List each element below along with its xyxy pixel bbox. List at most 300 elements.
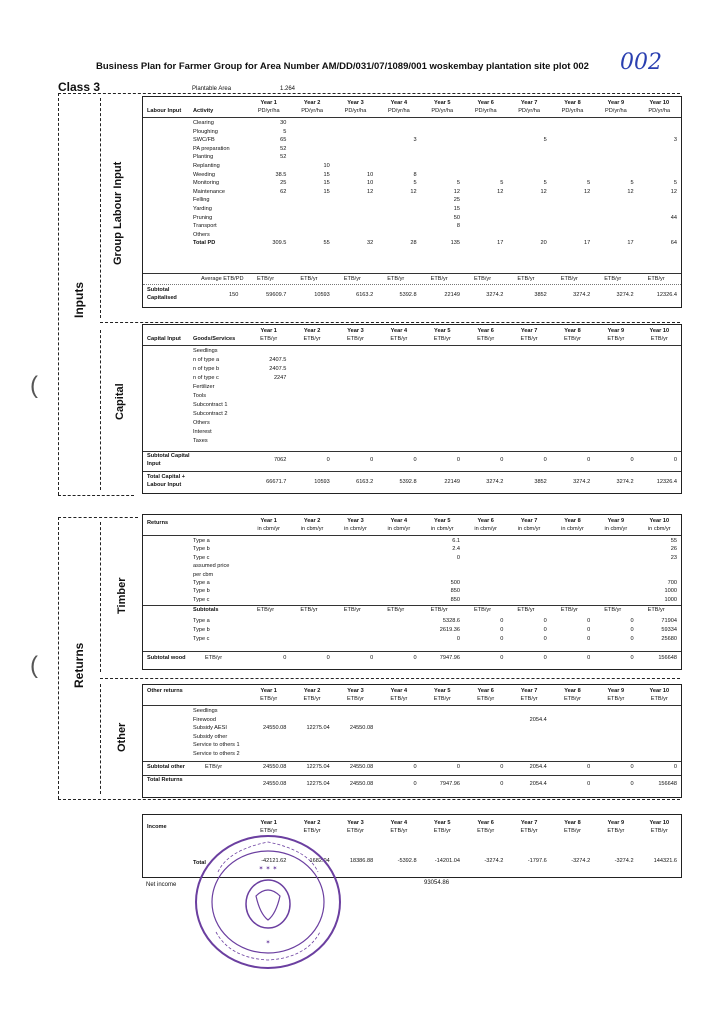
unit-header: ETB/yr — [433, 696, 451, 702]
income-total-value: 144321.6 — [653, 858, 677, 864]
goods-label: n of type c — [193, 375, 219, 381]
year-header: Year 2 — [303, 688, 321, 694]
timber-sub-value: 2619.36 — [439, 627, 460, 633]
year-header: Year 8 — [564, 688, 581, 694]
unit-label: ETB/yr — [560, 607, 578, 613]
capital-table — [142, 324, 682, 494]
capital-subtotal-value: 0 — [500, 457, 504, 463]
unit-header: PD/yr/ha — [388, 108, 410, 114]
timber-label: Type b — [193, 588, 210, 595]
unit-header: PD/yr/ha — [605, 108, 627, 114]
labour-input-header: Labour Input — [147, 108, 182, 114]
total-returns-value: 0 — [587, 781, 591, 787]
year-header: Year 3 — [347, 100, 364, 106]
timber-value: 850 — [450, 596, 460, 603]
timber-sub-label: Type b — [193, 627, 210, 633]
other-label: Service to others 1 — [193, 742, 240, 749]
subtotal-value: 3852 — [534, 292, 547, 298]
unit-header: in cbm/yr — [474, 526, 498, 532]
year-header: Year 1 — [260, 100, 277, 106]
timber-sub-value: 0 — [456, 636, 460, 642]
unit-header: ETB/yr — [607, 336, 625, 342]
timber-value: 500 — [450, 580, 460, 586]
capital-subtotal-value: 0 — [370, 457, 374, 463]
capital-subtotal-value: 0 — [630, 457, 634, 463]
labour-value: 12 — [366, 188, 374, 195]
goods-services-header: Goods/Services — [193, 336, 236, 342]
unit-label: ETB/yr — [205, 764, 223, 770]
activity-label: Clearing — [193, 120, 214, 126]
subtotal-value: 3274.2 — [486, 292, 504, 298]
unit-header: ETB/yr — [346, 828, 365, 834]
year-header: Year 6 — [477, 688, 494, 694]
labour-value: 28 — [410, 240, 417, 247]
unit-header: ETB/yr — [346, 336, 365, 342]
other-subtotal-value: 0 — [630, 764, 634, 770]
timber-value: 2.4 — [452, 546, 460, 553]
total-returns-value: 0 — [413, 781, 417, 787]
returns-frame-left — [58, 517, 59, 799]
income-total-value: 18386.88 — [349, 858, 374, 864]
unit-header: in cbm/yr — [561, 526, 584, 532]
wood-subtotal-value: 0 — [413, 655, 417, 661]
unit-label: ETB/yr — [474, 276, 492, 282]
activity-label: Ploughing — [193, 128, 218, 135]
activity-label: Maintenance — [193, 188, 226, 195]
table-rule — [143, 605, 681, 606]
unit-header: PD/yr/ha — [301, 108, 323, 114]
timber-sub-label: Type c — [193, 636, 210, 642]
subtotal-value: 6163.2 — [356, 292, 374, 298]
unit-label: ETB/yr — [517, 276, 535, 282]
unit-label: ETB/yr — [647, 276, 665, 282]
table-rule — [143, 345, 681, 346]
unit-header: ETB/yr — [607, 828, 625, 834]
unit-header: in cbm/yr — [300, 526, 324, 532]
income-total-label: Total — [193, 860, 206, 866]
labour-value: 5 — [500, 180, 504, 187]
svg-text:✶: ✶ — [265, 939, 271, 946]
other-value: 2054.4 — [529, 716, 547, 723]
labour-value: 5 — [543, 180, 547, 187]
labour-value: 12 — [410, 188, 417, 195]
subtotal-capitalised-label: Subtotal Capitalised — [147, 287, 177, 301]
table-rule — [143, 705, 681, 706]
punch-hole-mark: ( — [30, 652, 38, 679]
inputs-frame-top — [58, 93, 680, 94]
labour-value: 52 — [280, 145, 287, 152]
activity-label: Planting — [193, 154, 214, 161]
unit-header: in cbm/yr — [517, 526, 541, 532]
other-subtotal-value: 0 — [456, 764, 460, 770]
year-header: Year 6 — [477, 820, 494, 826]
unit-header: ETB/yr — [607, 696, 625, 702]
other-subtotal-value: 24550.08 — [349, 764, 374, 770]
timber-sub-value: 0 — [500, 627, 504, 633]
total-returns-value: 0 — [500, 781, 504, 787]
unit-header: ETB/yr — [520, 828, 538, 834]
inputs-divider — [100, 322, 680, 323]
year-header: Year 2 — [303, 100, 321, 106]
capital-subtotal-value: 0 — [673, 457, 677, 463]
labour-value: 20 — [540, 240, 547, 247]
capital-subtotal-value: 0 — [587, 457, 591, 463]
goods-label: n of type b — [193, 366, 220, 372]
labour-value: 5 — [413, 180, 417, 187]
table-rule — [143, 451, 681, 452]
activity-header: Activity — [193, 108, 214, 114]
average-etb-value: 150 — [229, 292, 239, 298]
inputs-label: Inputs — [72, 282, 86, 318]
net-income-value: 93054.86 — [424, 880, 450, 886]
goods-label: Others — [193, 420, 210, 426]
unit-label: ETB/yr — [257, 276, 275, 282]
income-total-value: -5392.8 — [397, 858, 417, 864]
unit-header: in cbm/yr — [344, 526, 367, 532]
subtotal-value: 10593 — [314, 292, 330, 298]
table-rule — [143, 535, 681, 536]
capital-total-value: 12326.4 — [656, 479, 677, 485]
capital-total-value: 3274.2 — [486, 479, 504, 485]
year-header: Year 4 — [390, 100, 408, 106]
punch-hole-mark: ( — [30, 372, 38, 399]
year-header: Year 4 — [390, 328, 408, 334]
year-header: Year 8 — [564, 820, 581, 826]
wood-subtotal-value: 7947.96 — [439, 655, 460, 661]
capital-subtotal-value: 0 — [413, 457, 417, 463]
labour-value: 62 — [280, 188, 287, 195]
unit-header: PD/yr/ha — [257, 108, 280, 114]
unit-header: in cbm/yr — [604, 526, 628, 532]
unit-header: ETB/yr — [260, 336, 278, 342]
total-returns-value: 24550.08 — [349, 781, 374, 787]
other-value: 24550.08 — [263, 725, 287, 732]
timber-sub-value: 0 — [587, 618, 591, 624]
activity-label: Yarding — [193, 206, 212, 212]
timber-table — [142, 514, 682, 670]
labour-value: 12 — [453, 188, 460, 195]
unit-header: ETB/yr — [563, 336, 582, 342]
goods-label: Interest — [193, 429, 212, 435]
class-label: Class 3 — [58, 80, 101, 94]
timber-label: per cbm — [193, 571, 214, 578]
income-total-value: -1797.6 — [527, 858, 547, 864]
labour-value: 5 — [283, 128, 287, 135]
income-total-value: -3274.2 — [571, 858, 591, 864]
timber-sub-value: 0 — [630, 636, 634, 642]
activity-label: Felling — [193, 197, 210, 204]
unit-header: ETB/yr — [260, 828, 278, 834]
plantable-area-value: 1.264 — [280, 86, 296, 92]
inputs-frame-bottom — [58, 495, 134, 496]
income-total-value: -42121.62 — [261, 858, 287, 864]
activity-label: Others — [193, 231, 210, 238]
other-subtotal-value: 0 — [413, 764, 417, 770]
capital-subtotal-value: 0 — [543, 457, 547, 463]
year-header: Year 4 — [390, 688, 408, 694]
year-header: Year 6 — [477, 328, 494, 334]
other-subtotal-value: 24550.08 — [263, 764, 287, 770]
capital-input-header: Capital Input — [147, 336, 181, 342]
returns-frame-top — [58, 517, 138, 518]
unit-label: ETB/yr — [517, 607, 535, 613]
labour-value: 15 — [323, 171, 330, 178]
table-rule — [143, 651, 681, 652]
year-header: Year 6 — [477, 518, 494, 524]
total-capital-label: Total Capital + Labour Input — [147, 474, 185, 488]
wood-subtotal-value: 0 — [587, 655, 591, 661]
subtotal-value: 3274.2 — [616, 292, 634, 298]
plantable-area-label: Plantable Area — [192, 86, 232, 92]
returns-header: Returns — [147, 520, 169, 526]
other-returns-table — [142, 684, 682, 798]
year-header: Year 7 — [520, 518, 538, 524]
subtotal-value: 5392.8 — [399, 292, 417, 298]
labour-value: 12 — [497, 188, 504, 195]
capital-total-value: 3274.2 — [616, 479, 634, 485]
activity-label: Monitoring — [193, 180, 220, 187]
labour-value: 10 — [323, 163, 330, 169]
goods-label: Subcontract 2 — [193, 411, 228, 417]
timber-value: 0 — [456, 554, 460, 561]
group-labour-input-label: Group Labour Input — [112, 161, 124, 265]
year-header: Year 4 — [390, 820, 408, 826]
timber-value: 850 — [450, 588, 460, 595]
subtotal-value: 22149 — [444, 292, 460, 298]
labour-value: 3 — [413, 137, 417, 144]
capital-total-value: 3274.2 — [573, 479, 591, 485]
other-label: Subsidy AESI — [193, 725, 227, 732]
unit-header: PD/yr/ha — [474, 108, 497, 114]
year-header: Year 10 — [649, 688, 670, 694]
subtotal-value: 59609.7 — [266, 292, 287, 298]
income-total-value: -3274.2 — [614, 858, 634, 864]
table-rule — [143, 761, 681, 762]
timber-sub-value: 0 — [587, 627, 591, 633]
average-etb-label: Average ETB/PD — [201, 276, 244, 282]
unit-header: in cbm/yr — [647, 526, 671, 532]
timber-value: 23 — [670, 554, 677, 561]
timber-value: 1000 — [664, 596, 677, 603]
unit-header: ETB/yr — [477, 336, 495, 342]
timber-label: Type c — [193, 596, 210, 603]
year-header: Year 1 — [260, 820, 277, 826]
other-frame-left — [100, 684, 101, 794]
income-total-value: 1682.04 — [309, 858, 330, 864]
unit-label: ETB/yr — [430, 276, 448, 282]
timber-sub-value: 5328.6 — [442, 618, 460, 624]
timber-label: Type a — [193, 538, 210, 544]
unit-label: ETB/yr — [257, 607, 275, 613]
labour-value: 5 — [673, 180, 677, 187]
unit-header: in cbm/yr — [430, 526, 454, 532]
year-header: Year 2 — [303, 820, 321, 826]
timber-label: Timber — [116, 577, 128, 614]
total-returns-value: 12275.04 — [306, 781, 330, 787]
other-subtotal-value: 0 — [587, 764, 591, 770]
unit-header: PD/yr/ha — [648, 108, 671, 114]
year-header: Year 7 — [520, 100, 538, 106]
year-header: Year 10 — [649, 328, 670, 334]
income-header: Income — [147, 824, 167, 830]
activity-label: Total PD — [193, 240, 216, 247]
labour-value: 15 — [453, 206, 460, 212]
labour-value: 309.5 — [272, 240, 287, 247]
unit-header: PD/yr/ha — [561, 108, 584, 114]
activity-label: Transport — [193, 223, 217, 230]
year-header: Year 3 — [347, 688, 364, 694]
timber-sub-value: 71904 — [661, 618, 677, 624]
year-header: Year 3 — [347, 820, 364, 826]
activity-label: Weeding — [193, 171, 215, 178]
table-rule — [143, 117, 681, 118]
timber-label: assumed price — [193, 563, 230, 570]
returns-label: Returns — [72, 642, 86, 688]
year-header: Year 9 — [607, 100, 625, 106]
year-header: Year 5 — [434, 328, 451, 334]
subtotal-value: 12326.4 — [656, 292, 677, 298]
goods-label: n of type a — [193, 357, 220, 363]
timber-label: Type b — [193, 546, 210, 553]
year-header: Year 1 — [260, 688, 277, 694]
unit-header: PD/yr/ha — [431, 108, 454, 114]
labour-value: 38.5 — [275, 171, 287, 178]
unit-label: ETB/yr — [474, 607, 492, 613]
unit-label: ETB/yr — [343, 607, 361, 613]
subtotal-wood-label: Subtotal wood — [147, 655, 186, 661]
capital-total-value: 10593 — [314, 479, 330, 485]
official-seal-stamp — [188, 822, 348, 972]
other-subtotal-value: 0 — [673, 764, 677, 770]
year-header: Year 2 — [303, 328, 321, 334]
other-subtotal-value: 0 — [500, 764, 504, 770]
unit-header: ETB/yr — [433, 336, 451, 342]
year-header: Year 5 — [434, 518, 451, 524]
goods-label: Subcontract 1 — [193, 402, 228, 408]
income-total-value: -3274.2 — [484, 858, 504, 864]
total-returns-value: 156648 — [658, 781, 677, 787]
unit-header: ETB/yr — [563, 828, 582, 834]
year-header: Year 7 — [520, 688, 538, 694]
unit-label: ETB/yr — [604, 607, 622, 613]
returns-frame-bottom — [58, 799, 680, 800]
year-header: Year 9 — [607, 688, 625, 694]
timber-sub-value: 59334 — [661, 627, 677, 633]
unit-label: ETB/yr — [387, 276, 405, 282]
wood-subtotal-value: 0 — [283, 655, 287, 661]
goods-label: Tools — [193, 393, 207, 399]
capital-value: 2247 — [273, 375, 287, 381]
unit-header: ETB/yr — [650, 696, 668, 702]
wood-subtotal-value: 156648 — [658, 655, 677, 661]
capital-subtotal-value: 0 — [456, 457, 460, 463]
capital-value: 2407.5 — [269, 366, 287, 372]
subtotals-label: Subtotals — [193, 607, 219, 613]
year-header: Year 8 — [564, 100, 581, 106]
labour-value: 8 — [413, 171, 417, 178]
net-income-label: Net income — [146, 882, 177, 888]
unit-header: ETB/yr — [346, 696, 365, 702]
year-header: Year 6 — [477, 100, 494, 106]
year-header: Year 8 — [564, 328, 581, 334]
activity-label: SWC/FB — [193, 137, 215, 144]
subtotal-value: 3274.2 — [573, 292, 591, 298]
income-total-value: -14201.04 — [434, 858, 460, 864]
labour-value: 5 — [543, 137, 547, 144]
unit-label: ETB/yr — [205, 655, 223, 661]
unit-header: PD/yr/ha — [518, 108, 540, 114]
year-header: Year 9 — [607, 328, 625, 334]
labour-value: 3 — [673, 137, 677, 144]
labour-value: 32 — [366, 240, 374, 247]
capital-total-value: 66671.7 — [266, 479, 287, 485]
other-label: Service to others 2 — [193, 751, 240, 757]
labour-value: 15 — [323, 180, 330, 187]
unit-header: ETB/yr — [303, 696, 321, 702]
labour-value: 17 — [627, 240, 634, 247]
timber-value: 700 — [667, 580, 677, 586]
capital-total-value: 22149 — [444, 479, 460, 485]
timber-sub-label: Type a — [193, 618, 210, 624]
labour-value: 5 — [456, 180, 460, 187]
timber-value: 1000 — [664, 588, 677, 595]
capital-value: 2407.5 — [269, 357, 287, 363]
other-subtotal-value: 2054.4 — [529, 764, 547, 770]
wood-subtotal-value: 0 — [326, 655, 330, 661]
labour-value: 25 — [453, 197, 460, 204]
other-label: Seedlings — [193, 708, 218, 714]
year-header: Year 3 — [347, 518, 364, 524]
capital-subtotal-value: 7062 — [273, 457, 287, 463]
unit-label: ETB/yr — [300, 607, 318, 613]
year-header: Year 7 — [520, 328, 538, 334]
labour-frame-left — [100, 98, 101, 318]
table-rule — [143, 775, 681, 776]
capital-total-value: 5392.8 — [399, 479, 417, 485]
year-header: Year 5 — [434, 820, 451, 826]
capital-total-value: 6163.2 — [356, 479, 374, 485]
unit-header: in cbm/yr — [387, 526, 411, 532]
year-header: Year 3 — [347, 328, 364, 334]
timber-sub-value: 0 — [500, 636, 504, 642]
wood-subtotal-value: 0 — [500, 655, 504, 661]
timber-value: 6.1 — [452, 538, 460, 544]
other-subtotal-value: 12275.04 — [306, 764, 330, 770]
labour-value: 50 — [453, 214, 460, 221]
unit-header: ETB/yr — [520, 336, 538, 342]
timber-sub-value: 0 — [543, 636, 547, 642]
labour-value: 8 — [456, 223, 460, 230]
timber-sub-value: 0 — [543, 627, 547, 633]
year-header: Year 1 — [260, 518, 277, 524]
timber-frame-left — [100, 522, 101, 672]
labour-table — [142, 96, 682, 308]
other-value: 12275.04 — [306, 725, 330, 732]
labour-value: 64 — [670, 240, 677, 247]
capital-total-value: 3852 — [534, 479, 547, 485]
page-title: Business Plan for Farmer Group for Area Number AM/DD/031/07/1089/001 woskembay plantation site plot 002 — [96, 61, 589, 72]
labour-value: 17 — [583, 240, 591, 247]
activity-label: Pruning — [193, 214, 213, 221]
other-label: Subsidy other — [193, 733, 228, 740]
capital-subtotal-value: 0 — [326, 457, 330, 463]
year-header: Year 4 — [390, 518, 408, 524]
unit-header: ETB/yr — [477, 696, 495, 702]
labour-value: 15 — [323, 188, 330, 195]
unit-header: ETB/yr — [433, 828, 451, 834]
timber-sub-value: 0 — [630, 618, 634, 624]
total-returns-label: Total Returns — [147, 777, 183, 783]
